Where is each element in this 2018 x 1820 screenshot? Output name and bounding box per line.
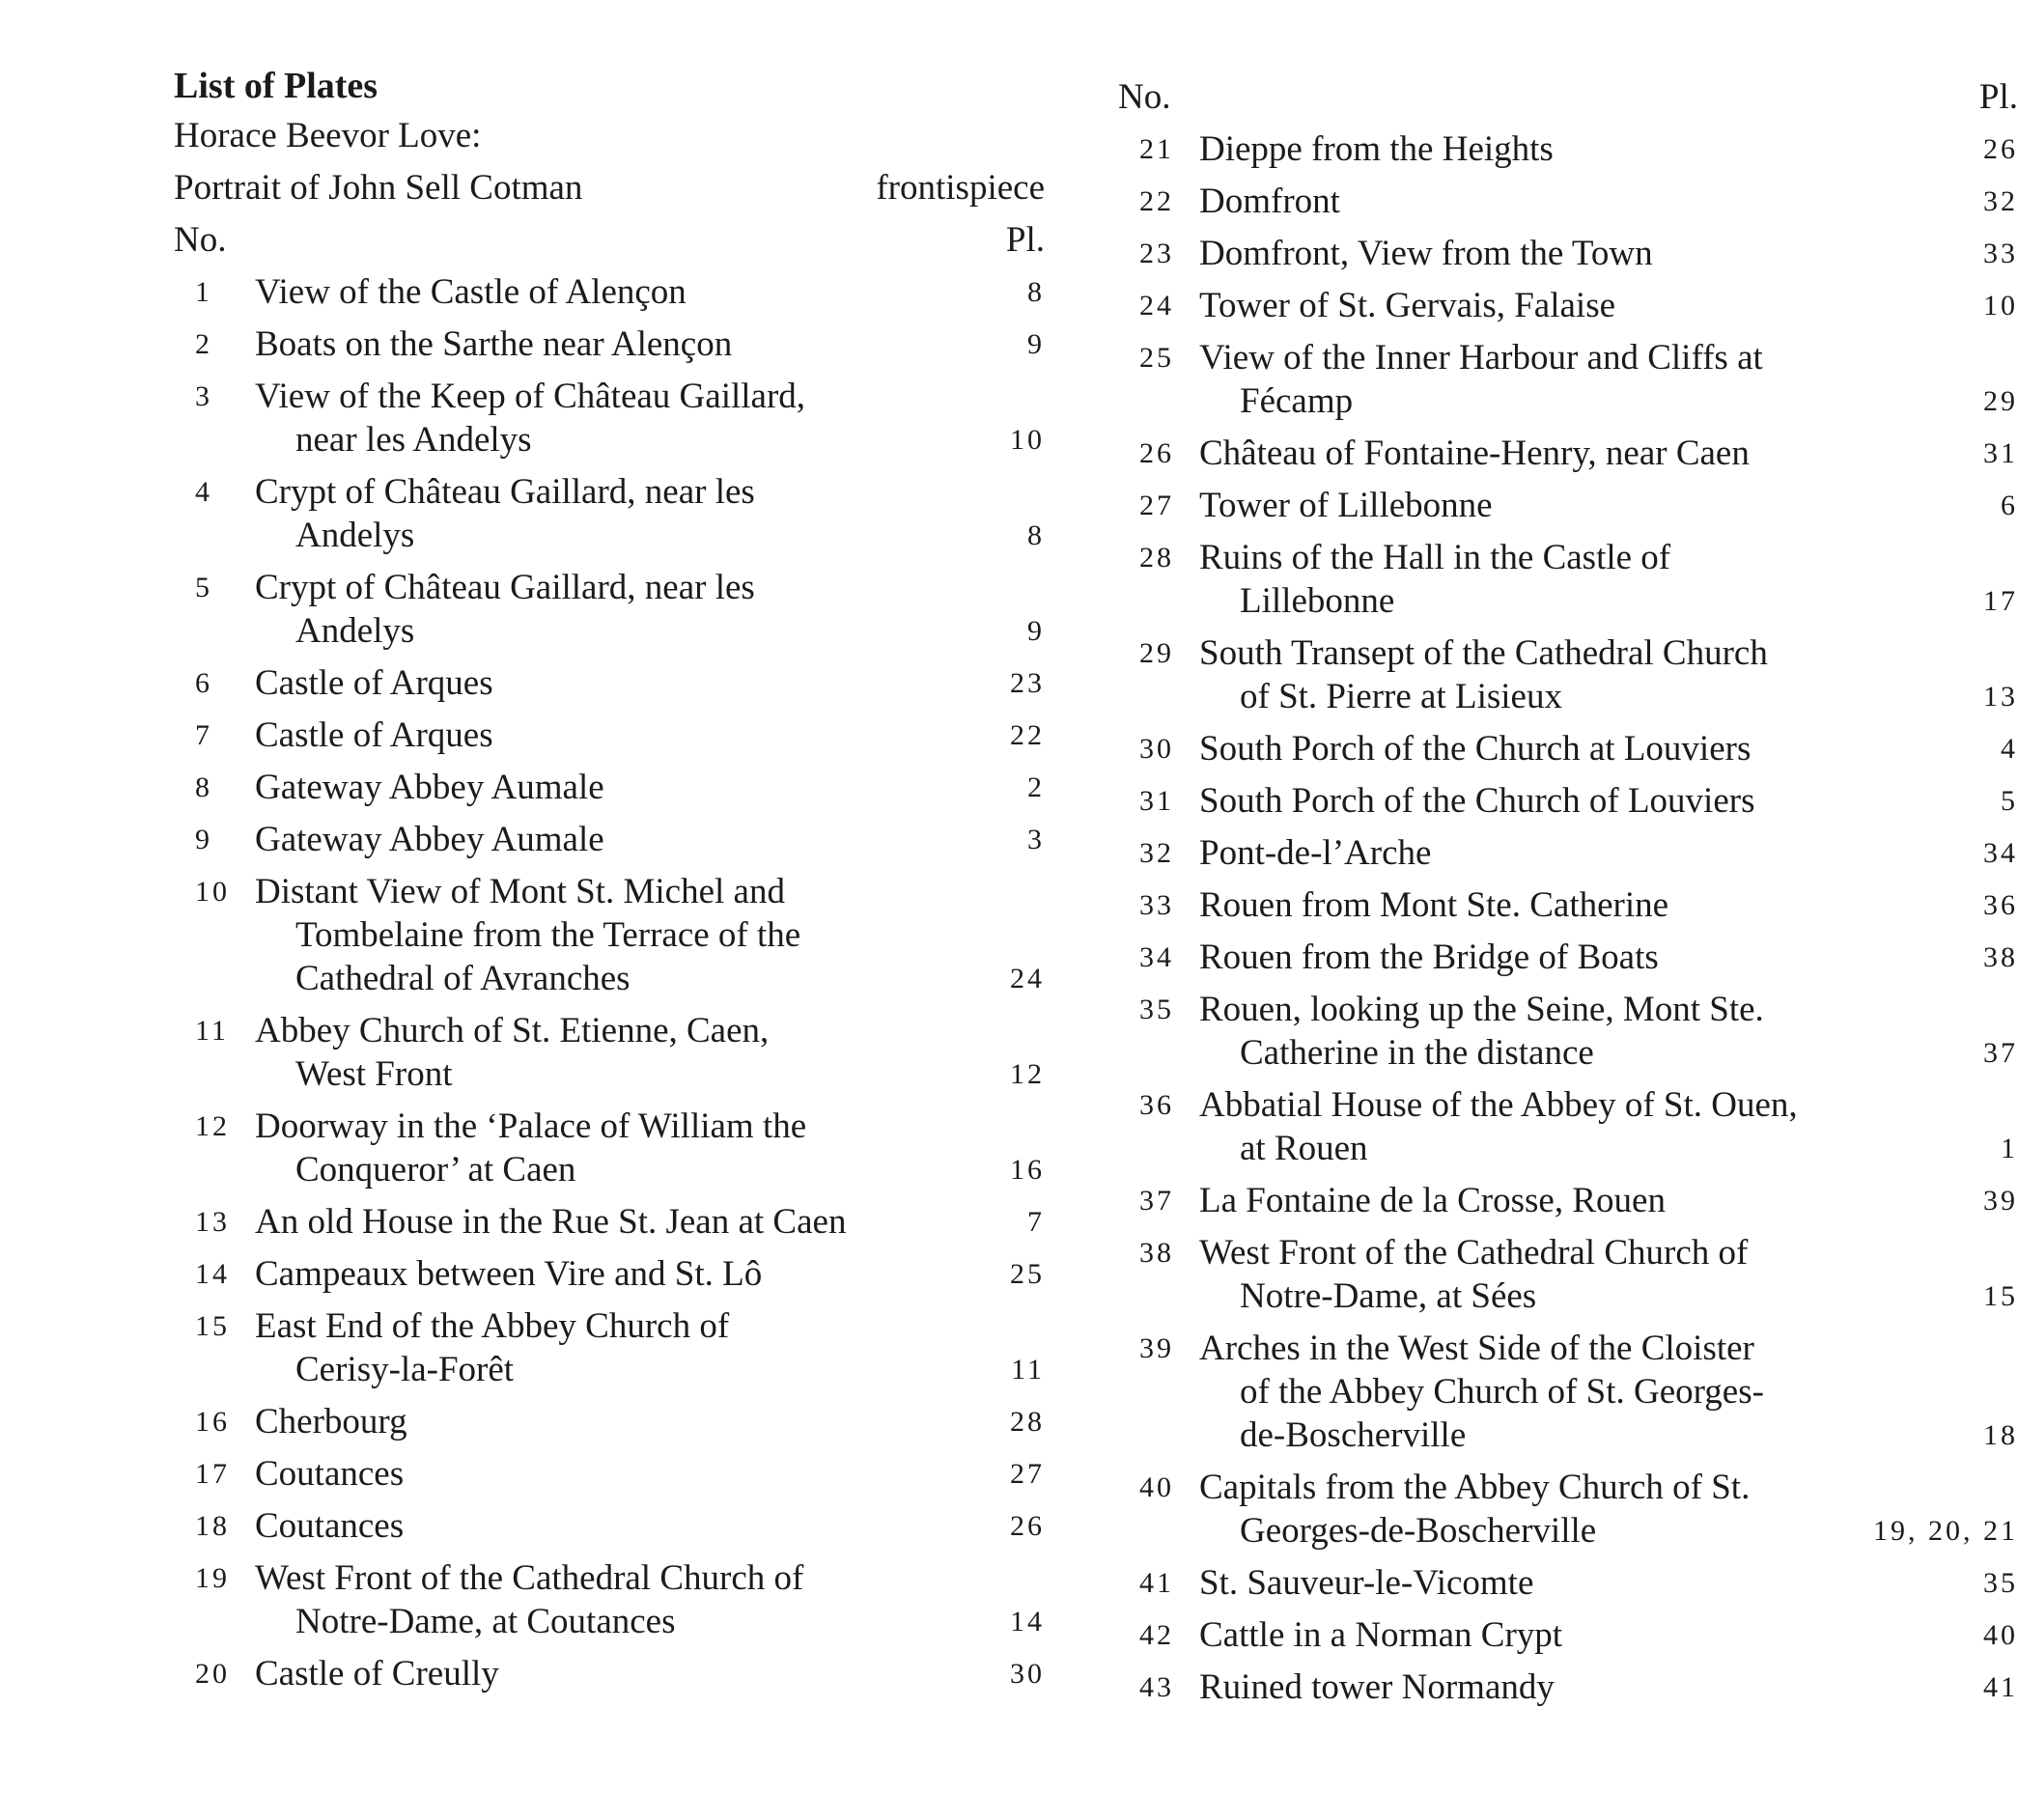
plate-title (1199, 180, 1862, 223)
plate-title (255, 766, 927, 809)
plate-entry (174, 1252, 1052, 1296)
column-header (1118, 75, 2018, 119)
plate-title-line: An old House in the Rue St. Jean at Caen (255, 1202, 847, 1242)
plate-title (1199, 631, 1862, 718)
plate-page: 14 (1010, 1606, 1045, 1638)
plate-entry (1118, 1231, 2018, 1318)
plate-number: 4 (195, 476, 212, 508)
plate-title-line: Domfront, View from the Town (1199, 234, 1653, 273)
plate-title-line: de-Boscherville (1240, 1415, 1467, 1455)
plate-entry (174, 322, 1052, 366)
plate-number: 5 (195, 572, 212, 603)
plate-entry (1118, 1666, 2018, 1709)
plate-title-line: Abbatial House of the Abbey of St. Ouen, (1199, 1085, 1798, 1125)
plate-number: 18 (195, 1510, 230, 1542)
plate-entry (174, 566, 1052, 653)
plate-number: 22 (1139, 185, 1174, 217)
plate-title-line: near les Andelys (295, 420, 532, 460)
plate-page: 26 (1983, 133, 2018, 165)
plate-title-line: Lillebonne (1240, 581, 1395, 621)
plate-number: 16 (195, 1406, 230, 1438)
plate-entry (174, 1304, 1052, 1391)
plate-title-line: Notre-Dame, at Sées (1240, 1276, 1537, 1316)
plate-number: 42 (1139, 1619, 1174, 1651)
plate-entry (174, 1504, 1052, 1548)
plate-title (1199, 432, 1862, 475)
plate-title (1199, 936, 1862, 979)
plate-page: 22 (1010, 719, 1045, 751)
plate-title (1199, 484, 1862, 527)
plate-number: 24 (1139, 290, 1174, 322)
plate-title (1199, 127, 1862, 171)
plate-number: 17 (195, 1458, 230, 1490)
plate-number: 31 (1139, 785, 1174, 817)
plate-title-line: View of the Inner Harbour and Cliffs at (1199, 338, 1763, 378)
plate-number: 21 (1139, 133, 1174, 165)
plate-entry (1118, 536, 2018, 623)
plate-entry (1118, 336, 2018, 423)
plate-page: 35 (1983, 1567, 2018, 1599)
plate-entry (174, 766, 1052, 809)
plate-title-line: View of the Castle of Alençon (255, 272, 687, 312)
plate-title (1199, 232, 1862, 275)
plate-title-line: Boats on the Sarthe near Alençon (255, 324, 733, 364)
plate-number: 37 (1139, 1185, 1174, 1217)
plate-title (255, 1452, 927, 1496)
plate-page: 23 (1010, 667, 1045, 699)
left-column (174, 62, 1052, 1704)
plate-title (1199, 1466, 1862, 1553)
plate-number: 35 (1139, 994, 1174, 1025)
plate-number: 6 (195, 667, 212, 699)
plate-title-line: Gateway Abbey Aumale (255, 820, 604, 859)
plate-title-line: Distant View of Mont St. Michel and (255, 872, 785, 911)
plate-title-line: Fécamp (1240, 381, 1354, 421)
plate-title-line: Georges-de-Boscherville (1240, 1511, 1597, 1551)
plate-number: 26 (1139, 437, 1174, 469)
plate-number: 12 (195, 1110, 230, 1142)
plate-title-line: Conqueror’ at Caen (295, 1150, 576, 1190)
plate-title-line: Castle of Arques (255, 715, 493, 755)
frontispiece-plate: frontispiece (876, 168, 1045, 208)
plate-page: 31 (1983, 437, 2018, 469)
plate-title-line: Tower of Lillebonne (1199, 486, 1493, 525)
plate-title (255, 1105, 927, 1191)
plate-page: 15 (1983, 1280, 2018, 1312)
plate-entry (1118, 831, 2018, 875)
plate-entry (1118, 432, 2018, 475)
plate-number: 39 (1139, 1332, 1174, 1364)
plate-number: 36 (1139, 1089, 1174, 1121)
plate-title-line: Rouen from the Bridge of Boats (1199, 938, 1659, 977)
plate-title-line: Coutances (255, 1454, 405, 1494)
no-header: No. (1118, 77, 1171, 117)
plate-title-line: at Rouen (1240, 1129, 1368, 1168)
plate-title-line: South Porch of the Church at Louviers (1199, 729, 1752, 769)
plate-title-line: South Transept of the Cathedral Church (1199, 633, 1768, 673)
plate-number: 41 (1139, 1567, 1174, 1599)
plate-number: 7 (195, 719, 212, 751)
plate-title (255, 1200, 927, 1244)
frontispiece-entry (174, 166, 1052, 210)
plate-title (255, 870, 927, 1000)
plate-title (255, 1009, 927, 1096)
plate-title (255, 1556, 927, 1643)
plate-entry (1118, 1466, 2018, 1553)
plate-entry (1118, 1327, 2018, 1457)
plate-entry (174, 1452, 1052, 1496)
plate-entry (174, 270, 1052, 314)
plate-page: 5 (2001, 785, 2018, 817)
plate-entry (174, 818, 1052, 861)
plate-page: 28 (1010, 1406, 1045, 1438)
plate-entry (1118, 988, 2018, 1075)
plate-title (255, 375, 927, 462)
plate-title (1199, 1561, 1862, 1605)
plate-page: 7 (1027, 1206, 1045, 1238)
plate-title-line: Dieppe from the Heights (1199, 129, 1554, 169)
plate-entry (1118, 727, 2018, 770)
plate-title-line: Pont-de-l’Arche (1199, 833, 1432, 873)
plate-page: 8 (1027, 519, 1045, 551)
plate-number: 27 (1139, 490, 1174, 521)
plate-entry (174, 870, 1052, 1000)
plate-page: 33 (1983, 238, 2018, 269)
plate-entry (1118, 1083, 2018, 1170)
plate-title (1199, 988, 1862, 1075)
plate-entry (174, 1200, 1052, 1244)
frontispiece-artist: Horace Beevor Love: (174, 116, 482, 155)
plate-title-line: Campeaux between Vire and St. Lô (255, 1254, 763, 1294)
plate-title (1199, 1327, 1862, 1457)
plate-title-line: East End of the Abbey Church of (255, 1306, 730, 1346)
plate-number: 40 (1139, 1471, 1174, 1503)
plate-number: 9 (195, 824, 212, 855)
plate-entry (174, 470, 1052, 557)
plate-title (255, 1252, 927, 1296)
plate-title (255, 818, 927, 861)
plate-page: 40 (1983, 1619, 2018, 1651)
plate-page: 18 (1983, 1419, 2018, 1451)
plate-entry (1118, 936, 2018, 979)
plate-number: 14 (195, 1258, 230, 1290)
plate-entry (1118, 631, 2018, 718)
plate-number: 23 (1139, 238, 1174, 269)
plate-page: 32 (1983, 185, 2018, 217)
plate-title-line: Ruins of the Hall in the Castle of (1199, 538, 1671, 577)
plate-entry (174, 1556, 1052, 1643)
plate-entry (174, 1105, 1052, 1191)
plate-page: 39 (1983, 1185, 2018, 1217)
plate-entry (174, 1652, 1052, 1695)
plate-title (1199, 1231, 1862, 1318)
plate-entry (1118, 232, 2018, 275)
plate-entry (1118, 1613, 2018, 1657)
plate-number: 10 (195, 876, 230, 908)
plate-page: 12 (1010, 1058, 1045, 1090)
plate-number: 15 (195, 1310, 230, 1342)
plate-title (255, 661, 927, 705)
plate-title-line: Tower of St. Gervais, Falaise (1199, 286, 1616, 325)
plate-title-line: Cerisy-la-Forêt (295, 1350, 515, 1389)
plate-title (255, 322, 927, 366)
plate-page: 8 (1027, 276, 1045, 308)
plate-page: 27 (1010, 1458, 1045, 1490)
plate-list-left (174, 270, 1052, 1695)
plate-page: 4 (2001, 733, 2018, 765)
plate-entry (174, 661, 1052, 705)
plate-title-line: Castle of Arques (255, 663, 493, 703)
plate-title (1199, 883, 1862, 927)
plate-title-line: Cathedral of Avranches (295, 959, 631, 998)
plate-title-line: View of the Keep of Château Gaillard, (255, 377, 806, 416)
plate-title (1199, 1179, 1862, 1222)
plate-title-line: Capitals from the Abbey Church of St. (1199, 1468, 1751, 1507)
plate-page: 1 (2001, 1133, 2018, 1164)
right-column (1118, 75, 2018, 1718)
plate-entry (1118, 284, 2018, 327)
plate-number: 11 (195, 1015, 229, 1047)
plate-title-line: Crypt of Château Gaillard, near les (255, 472, 755, 512)
plate-title-line: Château of Fontaine-Henry, near Caen (1199, 434, 1750, 473)
plate-page: 37 (1983, 1037, 2018, 1069)
plate-number: 13 (195, 1206, 230, 1238)
plate-page: 2 (1027, 771, 1045, 803)
plate-page: 38 (1983, 941, 2018, 973)
no-header: No. (174, 220, 227, 260)
plate-entry (1118, 779, 2018, 823)
plate-title (1199, 779, 1862, 823)
plate-title-line: Rouen from Mont Ste. Catherine (1199, 885, 1669, 925)
plate-title (255, 1652, 927, 1695)
plate-entry (1118, 484, 2018, 527)
plate-title-line: West Front (295, 1054, 453, 1094)
plate-page: 30 (1010, 1658, 1045, 1690)
plate-number: 2 (195, 328, 212, 360)
plate-title-line: of the Abbey Church of St. Georges- (1240, 1372, 1764, 1412)
plate-number: 25 (1139, 342, 1174, 374)
plate-list-right (1118, 127, 2018, 1709)
plate-page: 25 (1010, 1258, 1045, 1290)
plate-title-line: Cherbourg (255, 1402, 407, 1442)
plate-number: 43 (1139, 1671, 1174, 1703)
plate-title (255, 270, 927, 314)
plate-title-line: Abbey Church of St. Etienne, Caen, (255, 1011, 770, 1050)
plate-entry (174, 375, 1052, 462)
plate-entry (1118, 127, 2018, 171)
plate-entry (1118, 180, 2018, 223)
plate-page: 10 (1010, 424, 1045, 456)
plate-page: 24 (1010, 963, 1045, 994)
plate-title (255, 714, 927, 757)
plate-entry (174, 714, 1052, 757)
plate-number: 19 (195, 1562, 230, 1594)
plate-title-line: Rouen, looking up the Seine, Mont Ste. (1199, 990, 1764, 1029)
plate-title (1199, 1613, 1862, 1657)
plate-title (255, 1400, 927, 1443)
plate-number: 3 (195, 380, 212, 412)
plate-title (1199, 727, 1862, 770)
plate-page: 10 (1983, 290, 2018, 322)
plate-page: 26 (1010, 1510, 1045, 1542)
plate-title (255, 566, 927, 653)
plate-page: 3 (1027, 824, 1045, 855)
page-title: List of Plates (174, 66, 378, 106)
plate-number: 30 (1139, 733, 1174, 765)
plate-title (1199, 831, 1862, 875)
plate-number: 28 (1139, 542, 1174, 574)
frontispiece-title: Portrait of John Sell Cotman (174, 168, 583, 208)
plate-number: 33 (1139, 889, 1174, 921)
plate-entry (1118, 1561, 2018, 1605)
plate-title-line: Castle of Creully (255, 1654, 499, 1694)
plate-entry (174, 1009, 1052, 1096)
plate-title-line: Tombelaine from the Terrace of the (295, 915, 801, 955)
plate-page: 19, 20, 21 (1873, 1515, 2018, 1547)
column-header (174, 218, 1052, 262)
plate-entry (174, 1400, 1052, 1443)
plate-title-line: Doorway in the ‘Palace of William the (255, 1106, 807, 1146)
plate-title-line: Catherine in the distance (1240, 1033, 1594, 1073)
plate-title-line: West Front of the Cathedral Church of (255, 1558, 804, 1598)
plate-title (255, 1304, 927, 1391)
plate-page: 9 (1027, 328, 1045, 360)
plate-title-line: of St. Pierre at Lisieux (1240, 677, 1562, 716)
plate-title (255, 1504, 927, 1548)
plate-entry (1118, 883, 2018, 927)
plate-title (1199, 284, 1862, 327)
plate-page: 13 (1983, 681, 2018, 713)
plate-entry (1118, 1179, 2018, 1222)
plate-title-line: Coutances (255, 1506, 405, 1546)
plate-title-line: Domfront (1199, 182, 1340, 221)
plate-title (1199, 1083, 1862, 1170)
plate-number: 1 (195, 276, 212, 308)
plate-number: 34 (1139, 941, 1174, 973)
plate-page: 34 (1983, 837, 2018, 869)
plate-title (255, 470, 927, 557)
plate-title-line: St. Sauveur-le-Vicomte (1199, 1563, 1534, 1603)
plate-title (1199, 1666, 1862, 1709)
plate-title-line: La Fontaine de la Crosse, Rouen (1199, 1181, 1666, 1220)
plate-page: 41 (1983, 1671, 2018, 1703)
plate-number: 29 (1139, 637, 1174, 669)
plate-title (1199, 536, 1862, 623)
pl-header: Pl. (1005, 220, 1045, 260)
plate-page: 36 (1983, 889, 2018, 921)
plate-title (1199, 336, 1862, 423)
plate-title-line: Notre-Dame, at Coutances (295, 1602, 676, 1641)
plate-title-line: West Front of the Cathedral Church of (1199, 1233, 1749, 1273)
plate-title-line: South Porch of the Church of Louviers (1199, 781, 1755, 821)
plate-title-line: Ruined tower Normandy (1199, 1667, 1555, 1707)
plate-page: 17 (1983, 585, 2018, 617)
plate-page: 11 (1011, 1354, 1045, 1386)
plate-title-line: Arches in the West Side of the Cloister (1199, 1329, 1754, 1368)
pl-header: Pl. (1978, 77, 2018, 117)
plate-page: 16 (1010, 1154, 1045, 1186)
plate-number: 32 (1139, 837, 1174, 869)
plate-title-line: Gateway Abbey Aumale (255, 768, 604, 807)
plate-number: 20 (195, 1658, 230, 1690)
plate-page: 6 (2001, 490, 2018, 521)
plate-title-line: Andelys (295, 611, 415, 651)
plate-title-line: Cattle in a Norman Crypt (1199, 1615, 1563, 1655)
plate-number: 8 (195, 771, 212, 803)
plate-title-line: Crypt of Château Gaillard, near les (255, 568, 755, 607)
plate-page: 29 (1983, 385, 2018, 417)
plate-number: 38 (1139, 1237, 1174, 1269)
plate-title-line: Andelys (295, 516, 415, 555)
plate-page: 9 (1027, 615, 1045, 647)
